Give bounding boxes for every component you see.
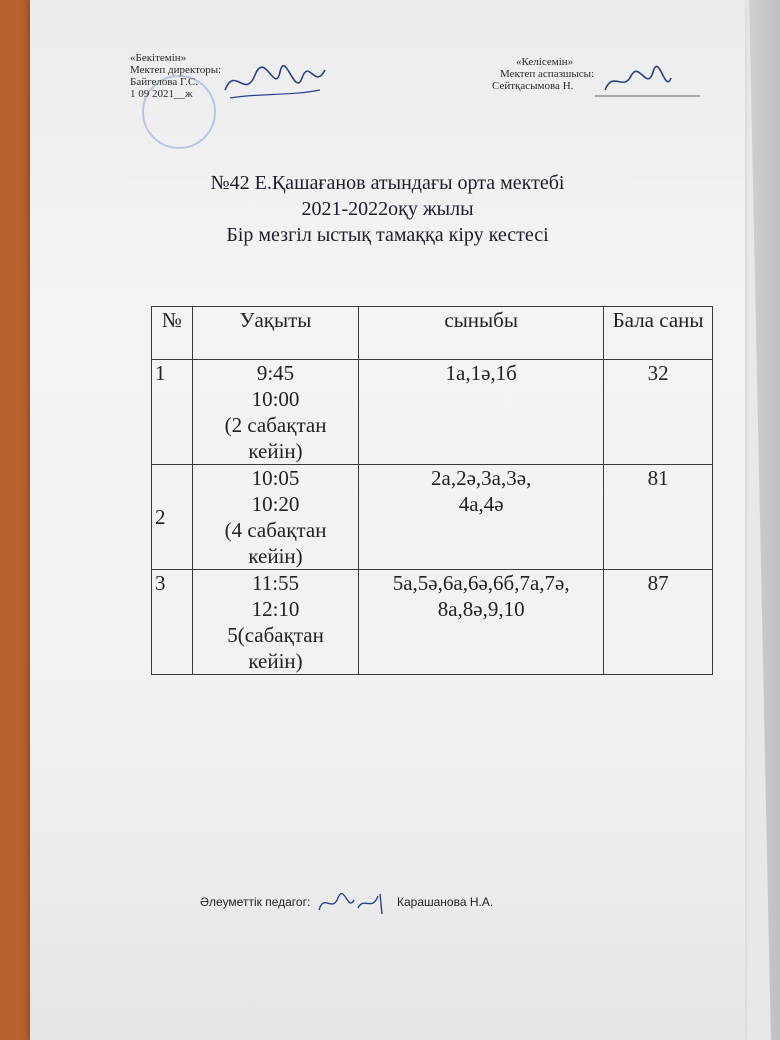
director-signature — [220, 60, 330, 105]
agreement-block — [492, 56, 594, 92]
time-note: (4 сабақтан — [224, 518, 327, 542]
row-classes — [359, 570, 604, 675]
academic-year: 2021-2022оқу жылы — [301, 198, 474, 220]
table-row — [152, 360, 713, 465]
time-note: 5(сабақтан — [227, 623, 324, 647]
approval-date: 1 09 2021__ж — [130, 88, 193, 100]
approval-block — [130, 52, 221, 100]
time-note: (2 сабақтан — [224, 413, 327, 437]
time-start: 11:55 — [251, 571, 300, 595]
row-time — [192, 360, 358, 465]
row-number: 3 — [152, 570, 193, 675]
header-children-count: Бала саны — [604, 307, 713, 360]
table-row — [152, 465, 713, 570]
classes-line: 8а,8ә,9,10 — [437, 597, 525, 621]
approval-label: «Бекітемін» — [130, 52, 187, 64]
classes-line: 2а,2ә,3а,3ә, — [431, 466, 532, 490]
time-end: 10:20 — [251, 492, 300, 516]
row-classes — [359, 465, 604, 570]
classes-line: 5а,5ә,6а,6ә,6б,7а,7ә, — [392, 571, 570, 595]
header-number: № — [152, 307, 193, 360]
classes-line: 4а,4ә — [458, 492, 504, 516]
pedagogue-signature — [314, 888, 394, 918]
cook-signature — [595, 62, 705, 102]
time-note-cont: кейін) — [248, 544, 303, 568]
document-page — [30, 0, 745, 1040]
time-end: 10:00 — [251, 387, 300, 411]
time-start: 10:05 — [251, 466, 300, 490]
row-number: 2 — [152, 465, 193, 570]
agreement-name: Сейтқасымова Н. — [492, 80, 574, 92]
time-note-cont: кейін) — [248, 649, 303, 673]
header-time: Уақыты — [192, 307, 358, 360]
row-count: 81 — [604, 465, 713, 570]
table-header-row — [152, 307, 713, 360]
row-number: 1 — [152, 360, 193, 465]
row-count: 32 — [604, 360, 713, 465]
footer-signature-line — [200, 888, 493, 918]
school-name: №42 Е.Қашағанов атындағы орта мектебі — [210, 172, 565, 194]
footer-name: Карашанова Н.А. — [396, 895, 494, 910]
classes-line: 1а,1ә,1б — [445, 361, 517, 385]
agreement-role: Мектеп аспазшысы: — [500, 68, 595, 80]
header-class: сыныбы — [359, 307, 604, 360]
time-start: 9:45 — [256, 361, 295, 385]
document-title — [30, 170, 745, 248]
approval-name: Байгелова Г.С. — [130, 76, 198, 88]
time-end: 12:10 — [251, 597, 300, 621]
row-classes — [359, 360, 604, 465]
approval-role: Мектеп директоры: — [130, 64, 222, 76]
time-note-cont: кейін) — [248, 439, 303, 463]
footer-role: Әлеуметтік педагог: — [200, 895, 311, 910]
schedule-title: Бір мезгіл ыстық тамаққа кіру кестесі — [226, 224, 549, 246]
meal-schedule-table — [151, 306, 713, 675]
row-time — [192, 465, 358, 570]
row-count: 87 — [604, 570, 713, 675]
table-row — [152, 570, 713, 675]
row-time — [192, 570, 358, 675]
agreement-label: «Келісемін» — [516, 56, 574, 68]
